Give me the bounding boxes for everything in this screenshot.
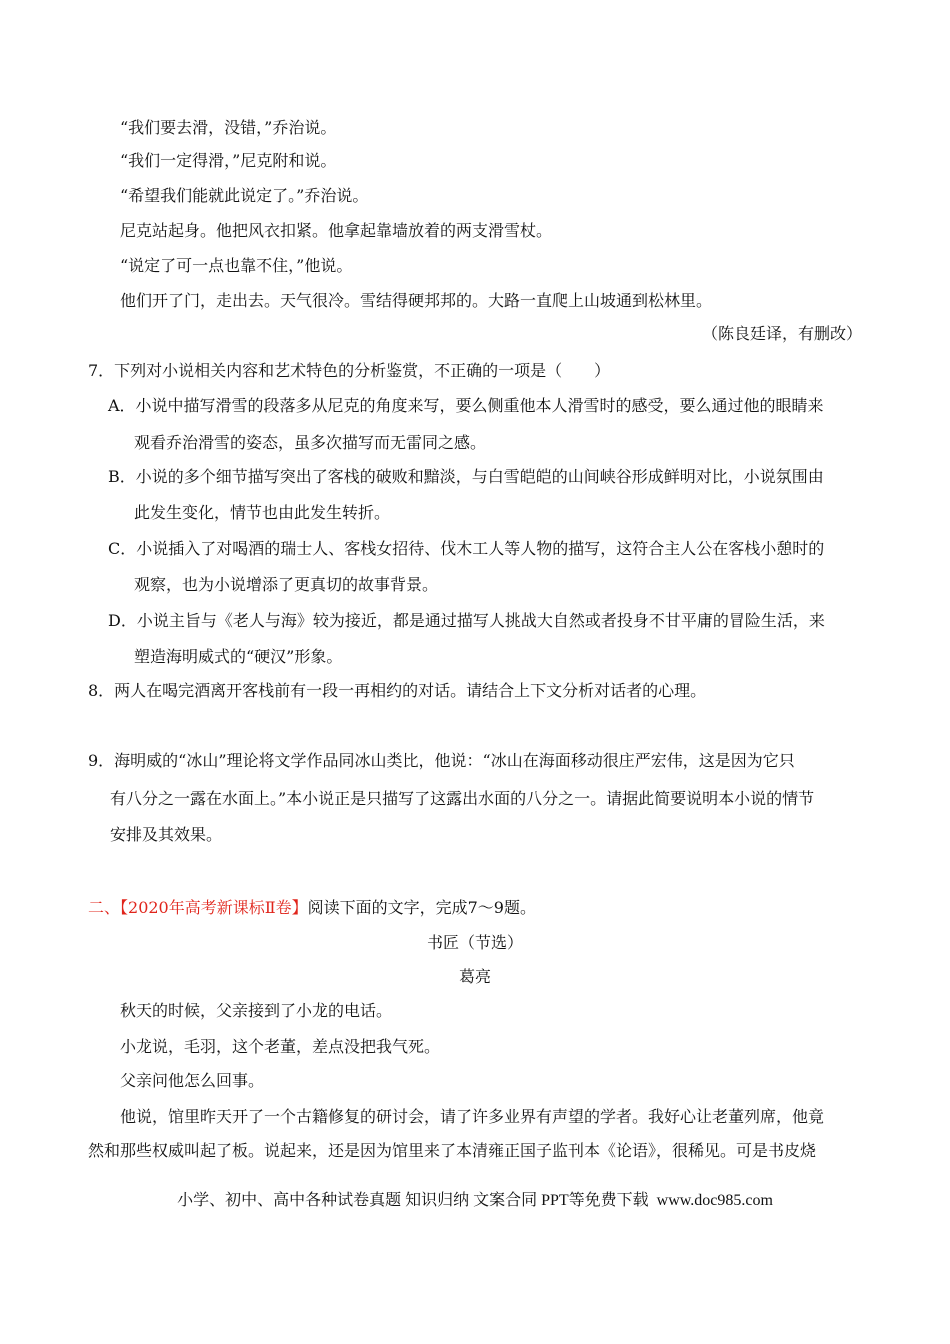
option-a-cont: 观看乔治滑雪的姿态，虽多次描写而无雷同之感。 bbox=[134, 433, 487, 452]
option-d: D．小说主旨与《老人与海》较为接近，都是通过描写人挑战大自然或者投身不甘平庸的冒险生活，来 bbox=[108, 611, 825, 630]
translator-credit: （陈良廷译，有删改） bbox=[701, 324, 862, 343]
footer-link[interactable]: www.doc985.com bbox=[656, 1192, 773, 1209]
question-7-stem: 7．下列对小说相关内容和艺术特色的分析鉴赏，不正确的一项是（ ） bbox=[88, 361, 611, 380]
question-8-stem: 8．两人在喝完酒离开客栈前有一段一再相约的对话。请结合上下文分析对话者的心理。 bbox=[88, 681, 707, 700]
passage-line: 然和那些权威叫起了板。说起来，还是因为馆里来了本清雍正国子监刊本《论语》，很稀见。可是书皮烧 bbox=[88, 1141, 817, 1160]
passage-title: 书匠（节选） bbox=[426, 933, 523, 952]
passage-line: “希望我们能就此说定了。”乔治说。 bbox=[120, 186, 369, 205]
page-footer bbox=[0, 1190, 950, 1212]
passage-author: 葛亮 bbox=[458, 967, 491, 986]
passage-line: 小龙说，毛羽，这个老董，差点没把我气死。 bbox=[120, 1037, 441, 1056]
option-c: C．小说插入了对喝酒的瑞士人、客栈女招待、伐木工人等人物的描写，这符合主人公在客栈小憩时的 bbox=[108, 539, 825, 558]
section-2-instruction: 阅读下面的文字，完成7～9题。 bbox=[307, 898, 536, 917]
option-a: A．小说中描写滑雪的段落多从尼克的角度来写，要么侧重他本人滑雪时的感受，要么通过他的眼睛来 bbox=[108, 396, 824, 415]
footer-text: 小学、初中、高中各种试卷真题 知识归纳 文案合同 PPT等免费下载 bbox=[177, 1192, 649, 1209]
passage-line: 秋天的时候，父亲接到了小龙的电话。 bbox=[120, 1001, 393, 1020]
question-9-line3: 安排及其效果。 bbox=[110, 825, 223, 844]
question-9-line2: 有八分之一露在水面上。”本小说正是只描写了这露出水面的八分之一。请据此简要说明本小说的情节 bbox=[110, 789, 815, 808]
passage-line: 他说，馆里昨天开了一个古籍修复的研讨会，请了许多业界有声望的学者。我好心让老董列席，他竟 bbox=[120, 1107, 825, 1126]
section-2-source: 【2020年高考新课标Ⅱ卷】 bbox=[120, 898, 308, 917]
section-2-prefix: 二、 bbox=[88, 898, 121, 917]
question-9-line1: 9．海明威的“冰山”理论将文学作品同冰山类比，他说：“冰山在海面移动很庄严宏伟，这是因为它只 bbox=[88, 751, 795, 770]
option-d-cont: 塑造海明威式的“硬汉”形象。 bbox=[134, 647, 343, 666]
option-b-cont: 此发生变化，情节也由此发生转折。 bbox=[134, 503, 391, 522]
passage-line: 他们开了门，走出去。天气很冷。雪结得硬邦邦的。大路一直爬上山坡通到松林里。 bbox=[120, 291, 713, 310]
passage-line: “我们一定得滑，”尼克附和说。 bbox=[120, 151, 337, 170]
section-2-heading bbox=[88, 897, 536, 919]
option-c-cont: 观察，也为小说增添了更真切的故事背景。 bbox=[134, 575, 439, 594]
passage-line: “我们要去滑，没错，”乔治说。 bbox=[120, 118, 337, 137]
passage-line: 父亲问他怎么回事。 bbox=[120, 1071, 265, 1090]
option-b: B．小说的多个细节描写突出了客栈的破败和黯淡，与白雪皑皑的山间峡谷形成鲜明对比，小说氛围由 bbox=[108, 467, 824, 486]
passage-line: 尼克站起身。他把风衣扣紧。他拿起靠墙放着的两支滑雪杖。 bbox=[120, 221, 553, 240]
passage-line: “说定了可一点也靠不住，”他说。 bbox=[120, 256, 353, 275]
